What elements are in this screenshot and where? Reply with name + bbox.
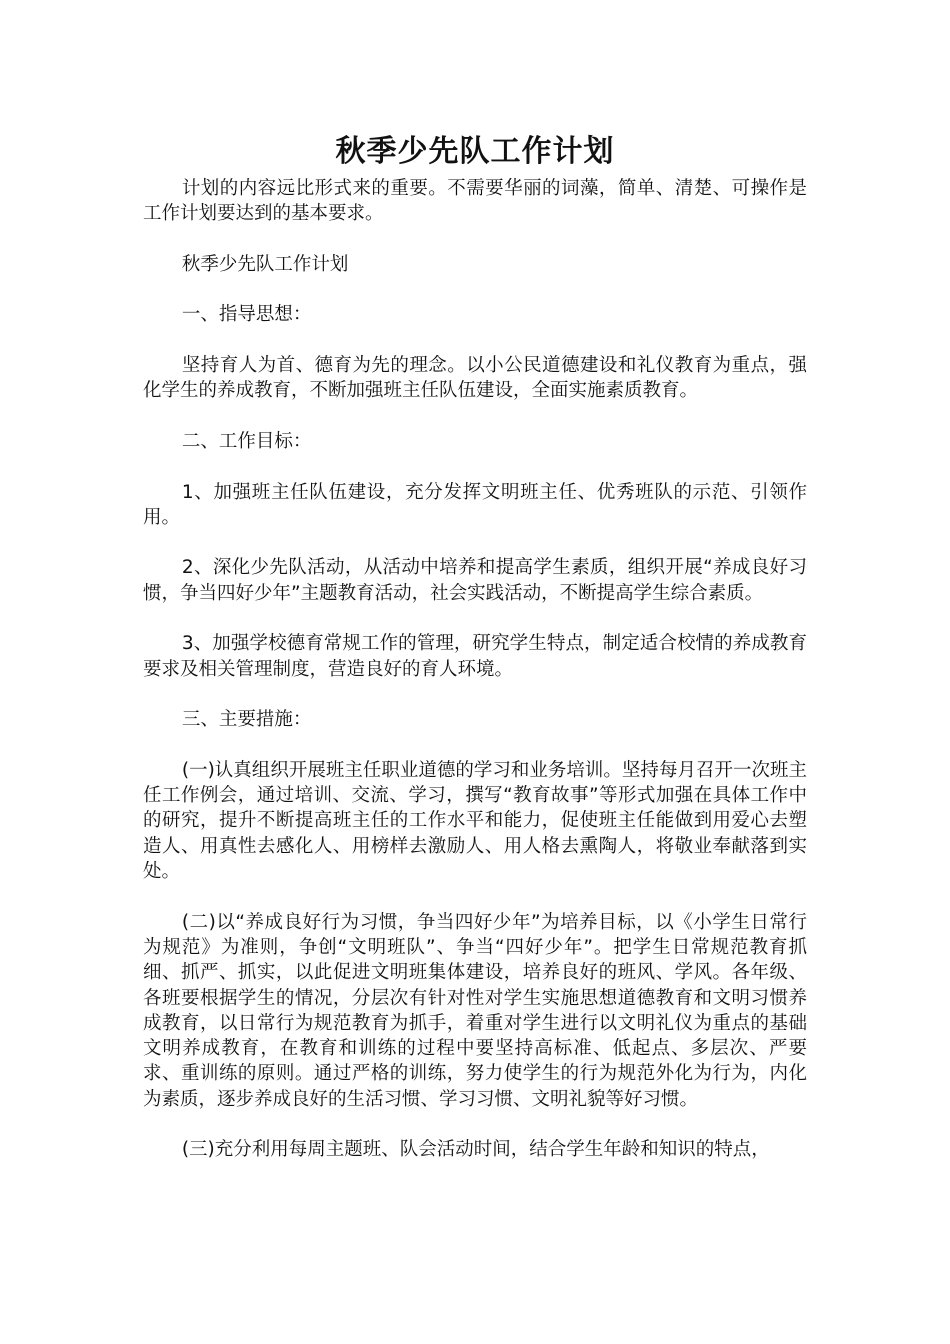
subtitle-paragraph: 秋季少先队工作计划: [181, 253, 349, 275]
intro-paragraph: 计划的内容远比形式来的重要。不需要华丽的词藻，简单、清楚、可操作是工作计划要达到的基本要求。: [143, 178, 807, 225]
guiding-ideology-paragraph: 坚持育人为首、德育为先的理念。以小公民道德建设和礼仪教育为重点，强化学生的养成教育，不断加强班主任队伍建设，全面实施素质教育。: [143, 355, 807, 402]
section-heading-guiding-ideology: 一、指导思想：: [181, 304, 312, 326]
goal-item-3: 3、加强学校德育常规工作的管理，研究学生特点，制定适合校情的养成教育要求及相关管理制度，营造良好的育人环境。: [143, 633, 807, 680]
document-title: 秋季少先队工作计划: [335, 134, 615, 169]
goal-item-2: 2、深化少先队活动，从活动中培养和提高学生素质，组织开展“养成良好习惯，争当四好少年”主题教育活动，社会实践活动，不断提高学生综合素质。: [143, 557, 807, 604]
measure-item-1: (一)认真组织开展班主任职业道德的学习和业务培训。坚持每月召开一次班主任工作例会，通过培训、交流、学习，撰写“教育故事”等形式加强在具体工作中的研究，提升不断提高班主任的工作水平和能力，促使班主任能做到用爱心去塑造人、用真性去感化人、用榜样去激励人、用人格去熏陶人，将敬业奉献落到实处。: [143, 759, 807, 883]
section-heading-work-goals: 二、工作目标：: [181, 430, 312, 452]
goal-item-1: 1、加强班主任队伍建设，充分发挥文明班主任、优秀班队的示范、引领作用。: [143, 481, 807, 528]
document-body: [143, 176, 807, 1163]
measure-item-2: (二)以“养成良好行为习惯，争当四好少年”为培养目标，以《小学生日常行为规范》为准则，争创“文明班队”、争当“四好少年”。把学生日常规范教育抓细、抓严、抓实，以此促进文明班集体建设，培养良好的班风、学风。各年级、各班要根据学生的情况，分层次有针对性对学生实施思想道德教育和文明习惯养成教育，以日常行为规范教育为抓手，着重对学生进行以文明礼仪为重点的基础文明养成教育，在教育和训练的过程中要坚持高标准、低起点、多层次、严要求、重训练的原则。通过严格的训练，努力使学生的行为规范外化为行为，内化为素质，逐步养成良好的生活习惯、学习习惯、文明礼貌等好习惯。: [143, 911, 807, 1110]
section-heading-main-measures: 三、主要措施：: [181, 709, 312, 731]
measure-item-3: (三)充分利用每周主题班、队会活动时间，结合学生年龄和知识的特点，: [181, 1139, 770, 1161]
